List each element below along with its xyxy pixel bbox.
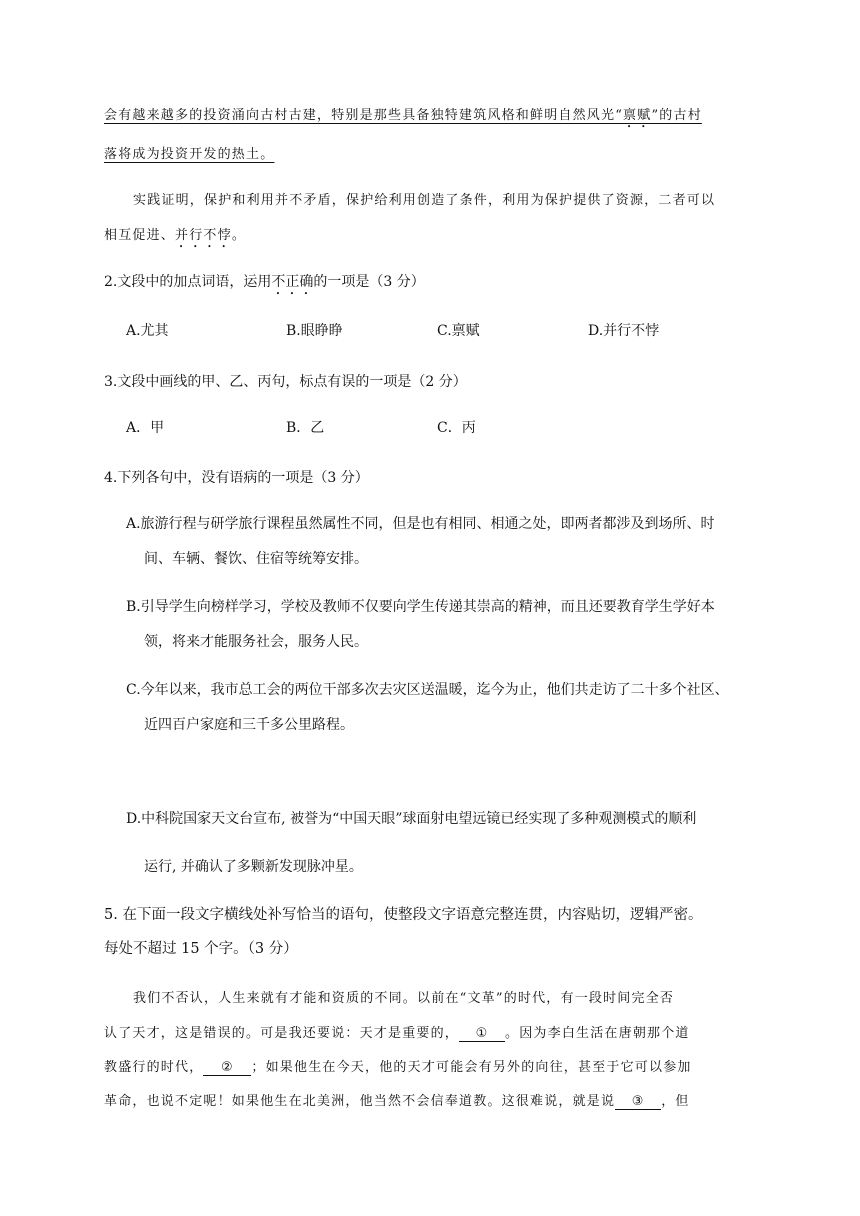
passage-text: ，但 xyxy=(661,1094,690,1109)
blank-2[interactable]: ② xyxy=(203,1059,251,1076)
blank-3[interactable]: ③ xyxy=(615,1093,661,1110)
passage-text: ”的古村 xyxy=(651,108,702,123)
blank-1[interactable]: ① xyxy=(459,1025,505,1042)
q5-passage-line-1: 我们不否认，人生来就有才能和资质的不同。以前在“文革”的时代，有一段时间完全否 xyxy=(133,991,675,1006)
q2-option-c[interactable]: C.禀赋 xyxy=(437,323,480,339)
q4-option-d[interactable]: D.中科院国家天文台宣布, 被誉为“中国天眼”球面射电望远镜已经实现了多种观测模式的顺利 xyxy=(126,811,697,827)
q4-option-b[interactable]: B.引导学生向榜样学习，学校及教师不仅要向学生传递其崇高的精神，而且还要教育学生学好本 xyxy=(126,599,715,615)
q2-option-a[interactable]: A.尤其 xyxy=(126,323,169,339)
q2-option-b[interactable]: B.眼睁睁 xyxy=(286,323,343,339)
dotted-emphasis: 不正确 xyxy=(271,274,314,290)
passage-line-4 xyxy=(104,227,246,251)
dotted-word-binfu: 禀赋 xyxy=(623,108,652,123)
passage-text: 会有越来越多的投资涌向古村古建，特别是那些具备独特建筑风格和鲜明自然风光“ xyxy=(104,108,624,123)
question-4-stem: 4.下列各句中，没有语病的一项是（3 分） xyxy=(104,470,369,486)
q3-option-b[interactable]: B．乙 xyxy=(286,420,325,436)
q3-option-a[interactable]: A．甲 xyxy=(126,420,165,436)
q2-option-d[interactable]: D.并行不悖 xyxy=(588,323,660,339)
passage-text: 革命，也说不定呢！如果他生在北美洲，他当然不会信奉道教。这很难说，就是说 xyxy=(104,1094,616,1109)
q5-passage-line-4 xyxy=(104,1093,690,1111)
question-5-stem-line-1: 5. 在下面一段文字横线处补写恰当的语句，使整段文字语意完整连贯，内容贴切，逻辑严密。 xyxy=(104,907,703,923)
passage-line-1 xyxy=(104,107,702,131)
passage-text: 。 xyxy=(231,228,247,243)
question-text: 的一项是（3 分） xyxy=(313,274,425,290)
question-5-stem-line-2: 每处不超过 15 个字。（3 分） xyxy=(104,941,298,957)
q4-option-c[interactable]: C.今年以来，我市总工会的两位干部多次去灾区送温暖，迄今为止，他们共走访了二十多个社区、 xyxy=(126,682,729,698)
q4-option-b-cont: 领，将来才能服务社会，服务人民。 xyxy=(144,634,368,650)
passage-text: 教盛行的时代， xyxy=(104,1060,204,1075)
q4-option-a-cont: 间、车辆、餐饮、住宿等统筹安排。 xyxy=(144,551,368,567)
passage-text: ；如果他生在今天，他的天才可能会有另外的向往，甚至于它可以参加 xyxy=(251,1060,692,1075)
passage-line-2: 落将成为投资开发的热土。 xyxy=(104,147,275,162)
q5-passage-line-3 xyxy=(104,1059,692,1077)
passage-text: 。因为李白生活在唐朝那个道 xyxy=(505,1026,690,1041)
passage-text: 相互促进、 xyxy=(104,228,176,243)
q5-passage-line-2 xyxy=(104,1025,690,1043)
dotted-word-bingxingbubei: 并行不悖 xyxy=(175,228,232,243)
q4-option-a[interactable]: A.旅游行程与研学旅行课程虽然属性不同，但是也有相同、相通之处，即两者都涉及到场所、时 xyxy=(126,516,715,532)
question-3-stem: 3.文段中画线的甲、乙、丙句，标点有误的一项是（2 分） xyxy=(104,374,467,390)
question-2-stem xyxy=(104,273,425,298)
question-text: 2.文段中的加点词语，运用 xyxy=(104,274,272,290)
q4-option-d-cont: 运行, 并确认了多颗新发现脉冲星。 xyxy=(144,859,363,875)
q4-option-c-cont: 近四百户家庭和三千多公里路程。 xyxy=(144,717,354,733)
q3-option-c[interactable]: C．丙 xyxy=(437,420,476,436)
passage-text: 认了天才，这是错误的。可是我还要说：天才是重要的， xyxy=(104,1026,460,1041)
passage-line-3: 实践证明，保护和利用并不矛盾，保护给利用创造了条件，利用为保护提供了资源，二者可以 xyxy=(133,193,716,208)
